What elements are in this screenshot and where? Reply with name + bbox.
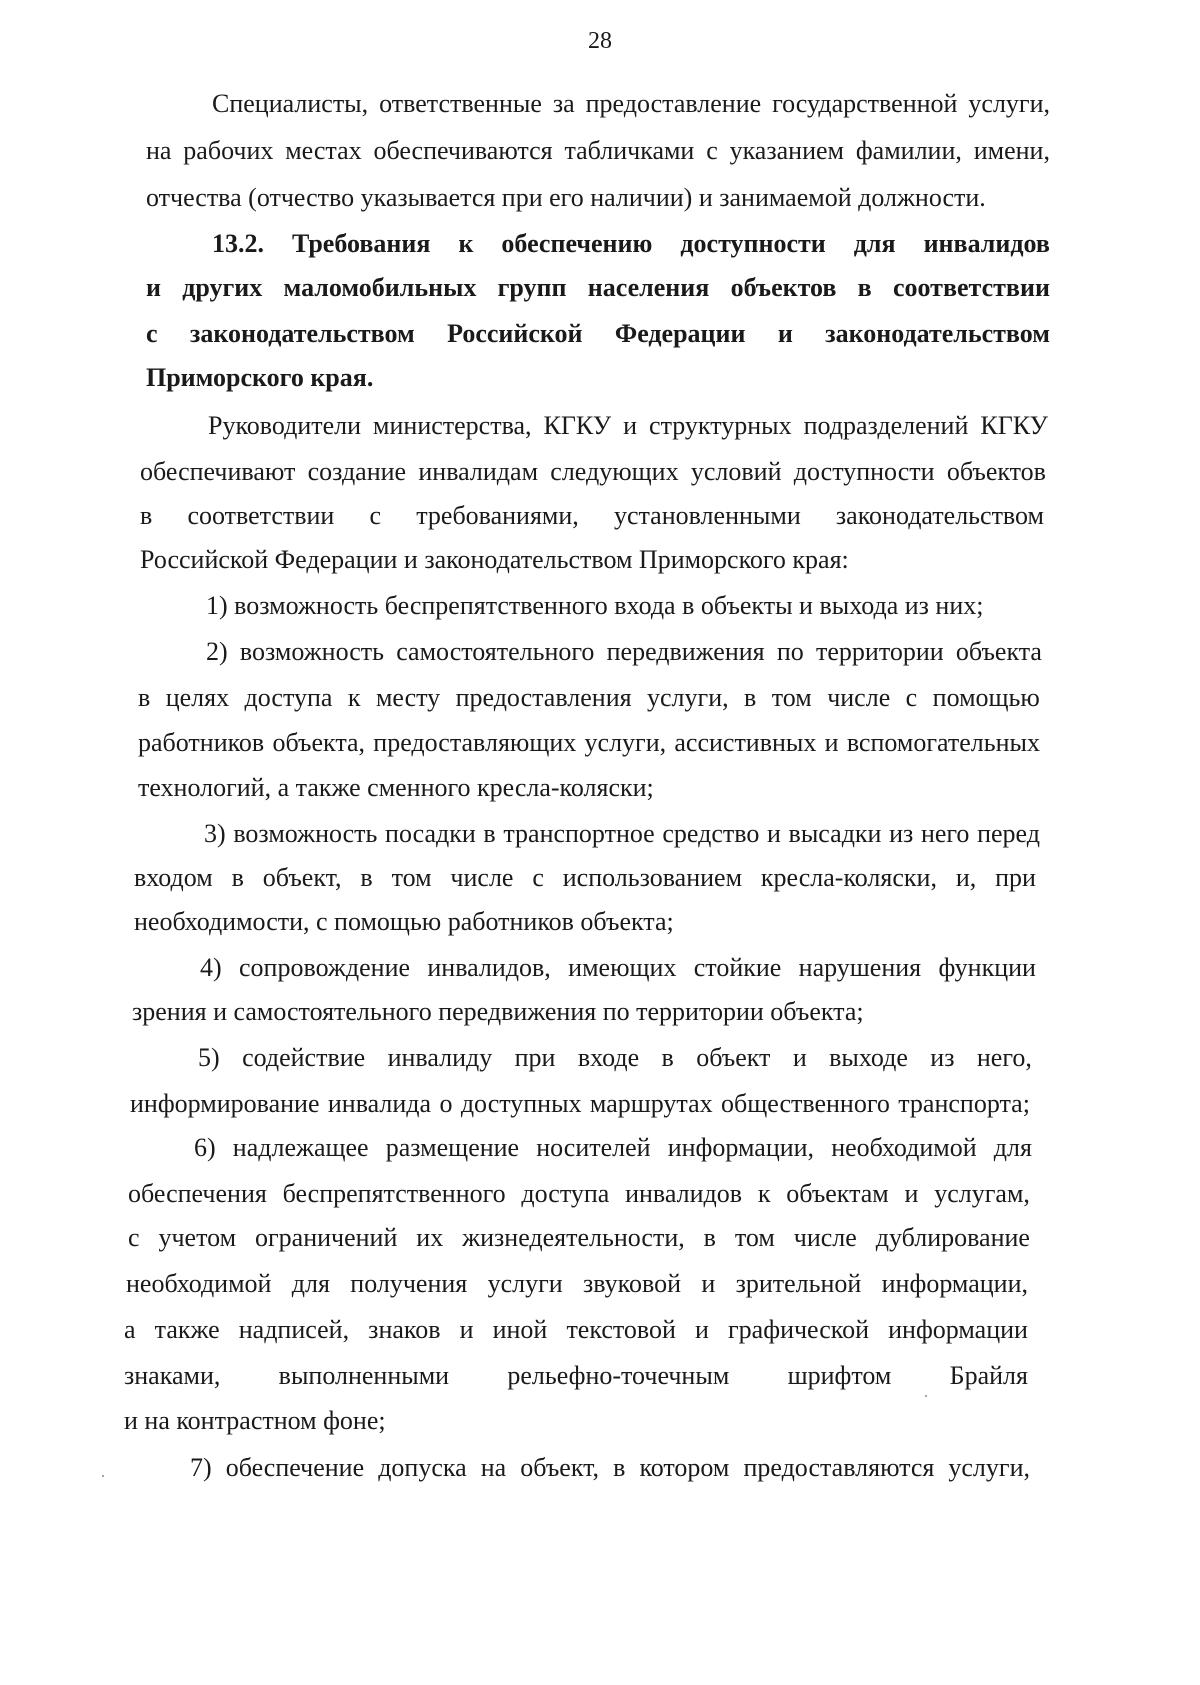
text-line: 6) надлежащее размещение носителей информации, необходимой для xyxy=(194,1133,1032,1162)
text-line: технологий, а также сменного кресла-коляски; xyxy=(138,773,654,802)
text-line: обеспечения беспрепятственного доступа инвалидов к объектам и услугам, xyxy=(128,1179,1030,1208)
text-line: Российской Федерации и законодательством Приморского края: xyxy=(140,545,849,574)
text-line: Руководители министерства, КГКУ и структурных подразделений КГКУ xyxy=(208,411,1048,440)
text-line: Специалисты, ответственные за предоставление государственной услуги, xyxy=(212,89,1050,118)
text-line: необходимой для получения услуги звуковой и зрительной информации, xyxy=(126,1269,1028,1298)
text-line: необходимости, с помощью работников объекта; xyxy=(134,907,674,936)
text-line: на рабочих местах обеспечиваются табличками с указанием фамилии, имени, xyxy=(146,136,1050,165)
text-line: с законодательством Российской Федерации и законодательством xyxy=(146,319,1050,348)
text-line: и других маломобильных групп населения объектов в соответствии xyxy=(146,273,1050,302)
text-line: отчества (отчество указывается при его наличии) и занимаемой должности. xyxy=(146,183,986,212)
text-line: зрения и самостоятельного передвижения по территории объекта; xyxy=(132,997,864,1026)
text-line: 7) обеспечение допуска на объект, в котором предоставляются услуги, xyxy=(190,1453,1030,1482)
text-line: 5) содействие инвалиду при входе в объект и выходе из него, xyxy=(198,1043,1032,1072)
text-line: 3) возможность посадки в транспортное средство и высадки из него перед xyxy=(204,819,1040,848)
text-line: 2) возможность самостоятельного передвижения по территории объекта xyxy=(206,637,1042,666)
text-line: в соответствии с требованиями, установленными законодательством xyxy=(140,501,1044,530)
text-line: обеспечивают создание инвалидам следующих условий доступности объектов xyxy=(140,457,1046,486)
page-number: 28 xyxy=(588,28,612,54)
text-line: в целях доступа к месту предоставления услуги, в том числе с помощью xyxy=(138,683,1040,712)
text-line: знаками, выполненными рельефно-точечным шрифтом Брайля xyxy=(124,1361,1028,1390)
text-line: 4) сопровождение инвалидов, имеющих стойкие нарушения функции xyxy=(200,953,1036,982)
text-line: работников объекта, предоставляющих услуги, ассистивных и вспомогательных xyxy=(138,728,1040,757)
text-line: Приморского края. xyxy=(146,363,374,392)
text-line: информирование инвалида о доступных маршрутах общественного транспорта; xyxy=(130,1089,1030,1118)
text-line: 1) возможность беспрепятственного входа в объекты и выхода из них; xyxy=(206,591,984,620)
text-line: с учетом ограничений их жизнедеятельности, в том числе дублирование xyxy=(128,1223,1030,1252)
scan-speck xyxy=(925,1395,927,1397)
text-line: входом в объект, в том числе с использованием кресла-коляски, и, при xyxy=(134,863,1036,892)
text-line: а также надписей, знаков и иной текстовой и графической информации xyxy=(124,1315,1028,1344)
scan-speck xyxy=(102,1475,104,1477)
text-line: 13.2. Требования к обеспечению доступности для инвалидов xyxy=(212,229,1050,258)
text-line: и на контрастном фоне; xyxy=(124,1406,386,1435)
